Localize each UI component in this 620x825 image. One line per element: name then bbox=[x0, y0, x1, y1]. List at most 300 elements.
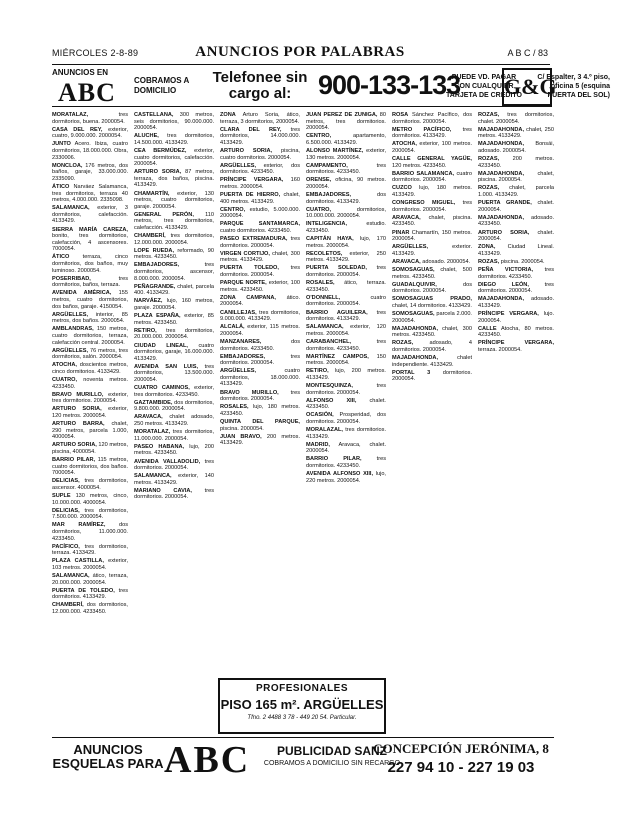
classified-ad bbox=[478, 215, 554, 228]
ad-heading: CUATRO, bbox=[52, 376, 78, 383]
ad-text: cuatro dormitorios, garaje, 16.000.000. 4133429. bbox=[134, 342, 214, 362]
classified-ad bbox=[306, 427, 386, 440]
ad-heading: MORATALAZ, bbox=[52, 112, 89, 118]
ad-text: tres dormitorios, 12.000.000. 2000054. bbox=[134, 233, 214, 246]
ad-heading: ROZAS, bbox=[392, 340, 414, 347]
ad-text: tres dormitorios. 4233450. bbox=[478, 266, 554, 280]
ad-heading: CANILLEJAS, bbox=[220, 309, 257, 316]
classified-ad bbox=[220, 265, 300, 278]
ad-text: Ciudad Lineal. 4133429. bbox=[478, 244, 554, 257]
classified-ad bbox=[392, 370, 472, 383]
classified-ad bbox=[134, 400, 214, 413]
classified-ad bbox=[220, 177, 300, 190]
ad-text: lujo, 200 metros. 4233450. bbox=[134, 443, 214, 457]
classified-ad bbox=[392, 185, 472, 198]
classified-ad bbox=[220, 127, 300, 147]
classified-ad bbox=[220, 390, 300, 403]
classified-ad bbox=[306, 456, 386, 469]
ad-text: terraza. 2000054. bbox=[478, 347, 522, 353]
ad-text: exterior, 140 metros. 4133429. bbox=[134, 473, 214, 486]
banner-telefonee: Telefonee sin cargo al: bbox=[212, 69, 308, 102]
ad-heading: PORTAL 3 bbox=[392, 369, 431, 376]
ad-heading: CENTRO, bbox=[306, 133, 332, 140]
classified-ad bbox=[134, 328, 214, 341]
ad-text: lujo, 200 metros. 4133429. bbox=[306, 368, 386, 381]
ad-text: tres dormitorios, ascensor, 8.000.000. 2000054. bbox=[134, 262, 214, 282]
ad-text: cuatro dormitorios. 2000054. bbox=[306, 294, 386, 308]
ad-text: Prosperidad, dos dormitorios. 2000054. bbox=[306, 412, 386, 425]
ad-text: lujo, 170 metros. 2000054. bbox=[306, 236, 386, 249]
ad-heading: MONCLOA, bbox=[52, 162, 83, 169]
classified-ad bbox=[52, 276, 128, 289]
ad-heading: SOMOSAGUAS, bbox=[392, 266, 435, 273]
ad-text: tres dormitorios, chalet. 2000054. bbox=[478, 112, 554, 125]
ad-heading: ORENSE, bbox=[306, 177, 332, 184]
banner-address: C/ Espalter, 3 4.º piso, oficina 5 (esquina PUERTA DEL SOL) bbox=[537, 74, 610, 99]
classified-ad bbox=[220, 368, 300, 388]
ad-text: chalet, 250 metros. 4133429. bbox=[478, 126, 554, 140]
classified-ad bbox=[134, 459, 214, 472]
banner-phone-number: 900-133-133 bbox=[318, 70, 461, 100]
classified-ad bbox=[478, 171, 554, 184]
ad-heading: ARGÜELLES, bbox=[52, 311, 89, 318]
ad-heading: PINAR bbox=[392, 229, 410, 236]
ad-text: terraza, cinco dormitorios, dos baños, muy luminoso. 2000054. bbox=[52, 254, 128, 274]
ad-text: lujo, 180 metros. 4133429. bbox=[392, 185, 472, 199]
classified-ad bbox=[306, 339, 386, 352]
ad-heading: CALLE bbox=[478, 325, 497, 332]
classified-ad bbox=[52, 421, 128, 441]
column-5 bbox=[392, 112, 472, 670]
classified-ad bbox=[392, 311, 472, 324]
ad-heading: EMBAJADORES, bbox=[306, 192, 352, 199]
ad-text: exterior, cuatro, 9.000.000. 2000054. bbox=[52, 126, 128, 140]
classified-ad bbox=[52, 522, 128, 542]
ad-text: 176 metros, dos baños, garaje, 33.000.000. 2335090. bbox=[52, 162, 128, 182]
classified-ad bbox=[134, 233, 214, 246]
classified-ad bbox=[52, 377, 128, 390]
ad-text: tres dormitorios. 2000054. bbox=[220, 265, 300, 279]
ad-heading: AMBLANDRAS, bbox=[52, 326, 94, 333]
classified-ad bbox=[134, 364, 214, 384]
ad-text: cuatro dormitorios. 2000054. bbox=[392, 170, 472, 184]
classified-ad bbox=[220, 324, 300, 337]
classified-ad bbox=[52, 184, 128, 204]
ad-heading: ROSALES, bbox=[220, 404, 249, 411]
ad-text: chalet, 300 metros. 4133429. bbox=[220, 250, 300, 264]
classified-ad bbox=[392, 156, 472, 169]
classified-ad bbox=[306, 368, 386, 381]
ad-text: Acero. Ibiza, cuatro dormitorios, 18.000.000. Obra, 2330006. bbox=[52, 141, 128, 161]
ad-text: 76 metros, tres dormitorios, salón. 2000054. bbox=[52, 347, 128, 361]
ad-text: chalet, parcela 1.000. 4133429. bbox=[478, 185, 554, 199]
ad-text: lujo, 220 metros. 2000054. bbox=[306, 471, 386, 484]
ad-heading: ARTURO SORIA, bbox=[220, 147, 273, 154]
ad-heading: ZONA, bbox=[478, 244, 496, 251]
ad-text: Chamartín, 150 metros. 2000054. bbox=[392, 229, 472, 243]
professional-ad-box bbox=[218, 678, 386, 734]
ad-heading: VIRGEN CORTIJO, bbox=[220, 250, 270, 257]
ad-text: tres dormitorios. 2000054. bbox=[306, 265, 386, 279]
classified-ad bbox=[392, 200, 472, 213]
classified-ad bbox=[52, 163, 128, 183]
ad-heading: CONGRESO MIGUEL, bbox=[392, 200, 456, 207]
ad-text: tres dormitorios, baños, terraza. bbox=[52, 275, 128, 289]
classified-ad bbox=[52, 141, 128, 161]
publicidad-subtitle: COBRAMOS A DOMICILIO SIN RECARGO bbox=[263, 760, 401, 767]
ad-heading: NARVÁEZ, bbox=[134, 298, 163, 305]
ad-text: ático. 2000054. bbox=[220, 294, 300, 308]
ad-text: parcela 2.000. 2000054. bbox=[392, 311, 472, 324]
classified-ad bbox=[306, 310, 386, 323]
ad-text: tres dormitorios, 7.500.000. 2000054. bbox=[52, 507, 128, 521]
ad-heading: MONTESQUINZA, bbox=[306, 382, 353, 389]
classified-ad bbox=[306, 236, 386, 249]
ad-heading: MAJADAHONDA, bbox=[478, 296, 524, 303]
classified-ad bbox=[220, 280, 300, 293]
ad-heading: PEÑAGRANDE, bbox=[134, 283, 176, 290]
ad-text: tres dormitorios. 2000054. bbox=[220, 353, 300, 367]
ad-text: chalet, 500 metros. 4233450. bbox=[392, 266, 472, 280]
ad-heading: PLAZA ESPAÑA, bbox=[134, 313, 181, 320]
classified-ad bbox=[478, 340, 554, 353]
ad-text: chalet, 300 metros. 4233450. bbox=[392, 325, 472, 339]
ad-text: 200 metros. 4133429. bbox=[220, 433, 300, 447]
ad-heading: MAJADAHONDA, bbox=[478, 126, 524, 133]
ad-text: 150 metros. 2000054. bbox=[306, 353, 386, 367]
ad-heading: PRÍNCIPE VERGARA, bbox=[478, 340, 554, 347]
ad-heading: ARAVACA, bbox=[392, 258, 421, 265]
ad-text: tres dormitorios, buena. 2000054. bbox=[52, 112, 128, 125]
ad-heading: CAPITÁN HAYA, bbox=[306, 236, 354, 243]
classified-ad bbox=[478, 296, 554, 309]
professional-offer: PISO 165 m². ARGÜELLES bbox=[220, 697, 384, 712]
ad-heading: ARTURO SORIA, bbox=[134, 169, 182, 176]
ad-heading: ATOCHA, bbox=[392, 141, 417, 148]
ad-heading: BRAVO MURILLO, bbox=[52, 391, 104, 398]
classified-ad bbox=[52, 602, 128, 615]
ad-text: tres dormitorios, 14.000.000. 4133429. bbox=[220, 126, 300, 146]
classified-ad bbox=[306, 412, 386, 425]
ad-heading: PRÍNCIPE VERGARA, bbox=[478, 311, 539, 318]
classified-ad bbox=[306, 148, 386, 161]
ad-text: tres dormitorios. 4233450. bbox=[306, 338, 386, 352]
ad-text: noventa metros. 4233450. bbox=[52, 376, 128, 390]
classified-ad bbox=[306, 295, 386, 308]
ad-heading: CUATRO, bbox=[306, 206, 332, 213]
ad-heading: ARTURO BARRA, bbox=[52, 421, 105, 428]
ad-heading: PUERTA GRANDE, bbox=[478, 200, 532, 207]
ad-text: tres dormitorios. 4133429. bbox=[306, 309, 386, 323]
ad-text: ático, terraza. 4233450. bbox=[306, 280, 386, 293]
classified-ad bbox=[306, 221, 386, 234]
classified-ad bbox=[220, 148, 300, 161]
banner-anuncios-label: ANUNCIOS EN bbox=[52, 68, 109, 77]
classified-ad bbox=[478, 141, 554, 154]
classified-ad bbox=[220, 163, 300, 176]
classified-ad bbox=[478, 185, 554, 198]
ad-text: cuatro dormitorios, 18.000.000. 4133429. bbox=[220, 368, 300, 388]
ad-heading: INTELIGENCIA, bbox=[306, 221, 348, 228]
classified-ad bbox=[220, 236, 300, 249]
ad-heading: ARTURO SORIA, bbox=[478, 229, 530, 236]
ad-heading: ARGÜELLES, bbox=[220, 368, 257, 375]
ad-text: chalet, piscina. 2000054. bbox=[478, 170, 554, 184]
ad-text: tres dormitorios. 4233450. bbox=[306, 456, 386, 469]
column-1 bbox=[52, 112, 128, 670]
ad-heading: EMBAJADORES, bbox=[220, 353, 266, 360]
ad-text: 80 metros, tres dormitorios. 2000054. bbox=[306, 112, 386, 132]
ad-heading: PUERTA SOLEDAD, bbox=[306, 265, 367, 272]
ad-text: adosado. 2000054. bbox=[420, 258, 471, 265]
bottom-banner bbox=[52, 737, 554, 784]
column-2 bbox=[134, 112, 214, 670]
ad-heading: ALCALÁ, bbox=[220, 324, 245, 331]
ad-heading: AVENIDA VALLADOLID, bbox=[134, 458, 201, 465]
ad-text: tres dormitorios, 20.000.000. 2000054. bbox=[134, 327, 214, 341]
classified-ad bbox=[52, 348, 128, 361]
ad-text: chalet, parcela 400. 4133429. bbox=[134, 283, 214, 297]
ad-heading: PUERTA DE HIERRO, bbox=[220, 192, 281, 199]
ad-text: tres dormitorios, 13.500.000. 2000054. bbox=[134, 363, 214, 383]
classified-ad bbox=[134, 112, 214, 132]
ad-heading: RECOLETOS, bbox=[306, 250, 343, 257]
ad-heading: MARTÍNEZ CAMPOS, bbox=[306, 353, 369, 360]
section-title: ANUNCIOS POR PALABRAS bbox=[195, 44, 405, 60]
ad-text: lujo, 180 metros. 4233450. bbox=[220, 404, 300, 417]
classified-ad bbox=[52, 406, 128, 419]
classified-ad bbox=[392, 326, 472, 339]
ad-heading: BARRIO PILAR, bbox=[52, 457, 96, 463]
ad-text: chalet independiente. 4133429. bbox=[392, 355, 472, 368]
ad-text: piscina, cuatro dormitorios. 2000054. bbox=[220, 147, 300, 161]
classified-ad bbox=[134, 444, 214, 457]
professional-title: PROFESIONALES bbox=[255, 683, 349, 694]
ad-text: 200 metros. 4233450. bbox=[478, 156, 554, 169]
ad-heading: ARGÜELLES, bbox=[52, 347, 89, 354]
ad-text: estudio. 4233450. bbox=[306, 221, 386, 234]
classified-ad bbox=[52, 457, 128, 477]
classified-ad bbox=[478, 156, 554, 169]
ad-heading: GENERAL PERÓN, bbox=[134, 211, 194, 218]
ad-text: exterior, 103 metros. 2000054. bbox=[52, 558, 128, 571]
gg-logo: G&G bbox=[502, 68, 552, 106]
ad-heading: CAMPAMENTO, bbox=[306, 162, 348, 169]
ad-heading: ARGÜELLES, bbox=[392, 244, 429, 251]
ad-text: exterior, tres dormitorios. 2000054. bbox=[52, 391, 128, 405]
classified-ad bbox=[52, 544, 128, 557]
classified-ad bbox=[134, 429, 214, 442]
classified-ad bbox=[392, 141, 472, 154]
ad-heading: CENTRO, bbox=[220, 206, 246, 213]
ad-heading: DIEGO LEÓN, bbox=[478, 281, 529, 288]
ad-text: exterior, 130 metros, cuatro dormitorios, garaje. 2000054. bbox=[134, 190, 214, 210]
ad-heading: OCASIÓN, bbox=[306, 412, 334, 419]
ad-text: chalet, 400 metros. 4133429. bbox=[220, 192, 300, 205]
classified-ad bbox=[306, 383, 386, 396]
ad-text: exterior, dos dormitorios. 4233450. bbox=[220, 162, 300, 176]
ad-heading: MAJADAHONDA, bbox=[478, 141, 524, 148]
ad-text: chalet adosado, 250 metros. 4133429. bbox=[134, 414, 214, 428]
banner-cobramos: COBRAMOS A DOMICILIO bbox=[134, 76, 189, 95]
ad-text: exterior. 4133429. bbox=[392, 244, 472, 257]
ad-heading: ROZAS, bbox=[478, 156, 500, 163]
header-rule bbox=[52, 64, 550, 65]
ad-heading: DELICIAS, bbox=[52, 507, 80, 514]
ad-text: estudio, 5.000.000. 2000054. bbox=[220, 206, 300, 220]
ad-heading: MANZANARES, bbox=[220, 338, 262, 345]
ad-text: oficina, 90 metros. 2000054. bbox=[306, 177, 386, 190]
classified-ad bbox=[220, 295, 300, 308]
classified-ad bbox=[52, 312, 128, 325]
ad-text: exterior, 130 metros. 2000054. bbox=[306, 147, 386, 161]
ad-heading: PARQUE NORTE, bbox=[220, 280, 267, 287]
classified-ad bbox=[134, 488, 214, 501]
classified-ad bbox=[52, 227, 128, 253]
ad-text: tres dormitorios. 2000054. bbox=[392, 200, 472, 213]
issue-date: MIÉRCOLES 2-8-89 bbox=[52, 48, 139, 58]
banner-payment-note: PUEDE VD. PAGAR CON CUALQUIER TARJETA DE CRÉDITO bbox=[446, 74, 522, 99]
classified-ad bbox=[306, 112, 386, 132]
classified-ad bbox=[52, 254, 128, 274]
ad-text: tres dormitorios, 9.000.000. 4133429. bbox=[220, 309, 300, 323]
ad-text: interior, 85 metros, dos baños. 2000054. bbox=[52, 311, 128, 325]
classified-ad bbox=[478, 326, 554, 339]
page-number: A B C / 83 bbox=[507, 48, 548, 58]
concepcion-phones: 227 94 10 - 227 19 03 bbox=[387, 759, 535, 776]
ad-text: tres dormitorios, terraza. 4133429. bbox=[52, 543, 128, 557]
classified-ad bbox=[134, 414, 214, 427]
ad-heading: DELICIAS, bbox=[52, 478, 80, 485]
ad-heading: SALAMANCA, bbox=[134, 473, 172, 480]
ad-heading: SOMOSAGUAS PRADO, bbox=[392, 296, 472, 303]
classified-ad bbox=[220, 434, 300, 447]
ad-text: tres dormitorios. 2000054. bbox=[220, 236, 300, 249]
ad-heading: ZONA CAMPANA, bbox=[220, 294, 276, 301]
ad-text: doscientos metros, cinco dormitorios. 4133429. bbox=[52, 362, 128, 375]
ad-text: 87 metros, terraza, dos baños, piscina. 4133429. bbox=[134, 169, 214, 189]
ad-text: reformado, 90 metros. 4233450. bbox=[134, 247, 214, 261]
ad-text: adosado, 4 dormitorios. 2000054. bbox=[392, 340, 472, 353]
ad-heading: MAJADAHONDA, bbox=[478, 170, 524, 177]
ad-heading: CASTELLANA, bbox=[134, 112, 174, 118]
ad-heading: O'DONNELL, bbox=[306, 294, 341, 301]
ad-text: bonito, tres dormitorios, calefacción, 4 ascensores. 7000054. bbox=[52, 233, 128, 253]
classified-ad bbox=[52, 127, 128, 140]
ad-text: exterior, 120 metros. 2000054. bbox=[306, 324, 386, 337]
classified-ad bbox=[392, 296, 472, 309]
ad-heading: CUZCO bbox=[392, 185, 412, 192]
classified-ad bbox=[220, 251, 300, 264]
ad-text: apartamento, 6.500.000. 4133429. bbox=[306, 133, 386, 146]
classified-ad bbox=[52, 558, 128, 571]
classified-ad bbox=[134, 133, 214, 146]
ad-text: dos dormitorios, 9.800.000. 2000054. bbox=[134, 399, 214, 413]
classified-ad bbox=[134, 262, 214, 282]
column-3 bbox=[220, 112, 300, 670]
ad-text: dos dormitorios, 11.000.000. 4233450. bbox=[52, 522, 128, 542]
classified-ad bbox=[306, 207, 386, 220]
ad-text: tres dormitorios. 4233450. bbox=[306, 162, 386, 176]
classified-ad bbox=[392, 267, 472, 280]
ad-heading: JUNTO bbox=[52, 141, 71, 148]
ad-heading: EMBAJADORES, bbox=[134, 262, 180, 269]
classified-ad bbox=[52, 112, 128, 125]
classified-ad bbox=[134, 284, 214, 297]
ad-text: exterior, 120 metros. 2000054. bbox=[52, 406, 128, 419]
ad-text: exterior, 115 metros. 2000054. bbox=[220, 324, 300, 337]
ad-heading: MADRID, bbox=[306, 441, 330, 448]
ad-text: 150 metros, cuatro dormitorios, terraza, calefacción central. 2000054. bbox=[52, 326, 128, 346]
ad-heading: PASEO EXTREMADURA, bbox=[220, 236, 288, 243]
classified-ad bbox=[134, 385, 214, 398]
ad-text: piscina. 2000054. bbox=[220, 425, 264, 432]
classified-ad bbox=[306, 324, 386, 337]
ad-text: piscina. 2000054. bbox=[499, 258, 545, 265]
classified-ad bbox=[220, 192, 300, 205]
classified-ad bbox=[220, 354, 300, 367]
ad-heading: PACÍFICO, bbox=[52, 543, 80, 550]
ad-text: tres dormitorios. 2000054. bbox=[220, 389, 300, 403]
classified-ad bbox=[306, 163, 386, 176]
ad-heading: BARRIO AGUILERA, bbox=[306, 309, 368, 316]
ad-heading: MORATALAZ, bbox=[134, 429, 171, 436]
classified-ad bbox=[52, 478, 128, 491]
ad-text: Narváez Salamanca, tres dormitorios, terraza 40 metros, 4.000.000. 2335098. bbox=[52, 183, 128, 204]
ad-heading: CUATRO CAMINOS, bbox=[134, 385, 190, 392]
classified-ad bbox=[478, 230, 554, 243]
classified-ad bbox=[478, 244, 554, 257]
classified-ad bbox=[220, 310, 300, 323]
classified-ad bbox=[134, 169, 214, 189]
ad-text: 120 metros. 4233450. bbox=[392, 162, 447, 169]
ad-text: cuatro dormitorios. 4233450. bbox=[220, 228, 292, 234]
ad-heading: AVENIDA AMÉRICA, bbox=[52, 290, 112, 297]
ad-heading: MAJADAHONDA, bbox=[392, 325, 438, 332]
ad-heading: ALFONSO XIII, bbox=[306, 397, 357, 404]
classified-ad bbox=[134, 248, 214, 261]
ad-text: Aravaca, chalet. 2000054. bbox=[306, 441, 386, 455]
ad-heading: ROSA bbox=[392, 112, 409, 118]
ad-heading: PASEO HABANA, bbox=[134, 443, 185, 450]
ad-heading: ARTURO SORIA, bbox=[52, 442, 97, 449]
ad-text: tres dormitorios, 11.000.000. 2000054. bbox=[134, 429, 214, 442]
ad-heading: CALLE GENERAL YAGÜE, bbox=[392, 156, 472, 163]
classified-ad bbox=[392, 282, 472, 295]
ad-text: lujo, 160 metros, garaje. 2000054. bbox=[134, 298, 214, 312]
ad-text: lujo. 2000054. bbox=[478, 311, 554, 324]
ad-text: ático, terraza, 20.000.000. 2000054. bbox=[52, 573, 128, 586]
ad-heading: CIUDAD LINEAL, bbox=[134, 342, 188, 349]
classified-ad bbox=[134, 191, 214, 211]
classified-ad bbox=[478, 282, 554, 295]
ad-text: Bonsái, adosado. 2000054. bbox=[478, 141, 554, 154]
ad-text: adosado. 4133429. bbox=[478, 296, 554, 309]
classified-ad bbox=[478, 127, 554, 140]
ad-heading: POSERRIBAD, bbox=[52, 275, 91, 282]
ad-heading: MAJADAHONDA, bbox=[392, 355, 438, 362]
ad-heading: AVENIDA SAN LUIS, bbox=[134, 363, 198, 370]
ad-heading: ATOCHA, bbox=[52, 362, 77, 369]
classified-ad bbox=[52, 326, 128, 346]
ad-heading: ZONA bbox=[220, 112, 236, 118]
ad-text: tres dormitorios. 4133429. bbox=[52, 587, 128, 601]
ad-text: tres dormitorios. 4133429. bbox=[392, 126, 472, 140]
ad-text: 115 metros, cuatro dormitorios, dos baños. 7000054. bbox=[52, 457, 128, 477]
ad-heading: GAZTAMBIDE, bbox=[134, 399, 173, 406]
classified-ad bbox=[134, 343, 214, 363]
classified-ad bbox=[52, 442, 128, 455]
